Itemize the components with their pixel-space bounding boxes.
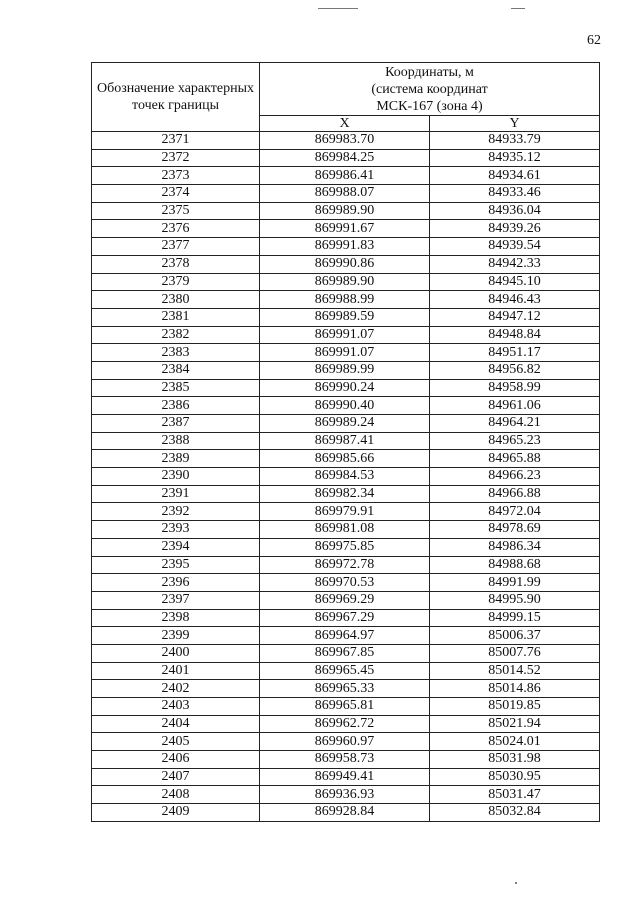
y-coordinate-cell: 84939.26: [430, 220, 600, 238]
table-row: [92, 167, 600, 185]
table-row: [92, 715, 600, 733]
table-row: [92, 680, 600, 698]
point-id-cell: 2375: [92, 202, 260, 220]
table-row: [92, 591, 600, 609]
x-coordinate-cell: 869983.70: [260, 132, 430, 150]
table-row: [92, 804, 600, 822]
y-coordinate-cell: 84951.17: [430, 344, 600, 362]
point-id-cell: 2380: [92, 291, 260, 309]
x-coordinate-cell: 869991.07: [260, 326, 430, 344]
coordinates-header-line: (система координат: [371, 81, 488, 97]
x-coordinate-cell: 869988.99: [260, 291, 430, 309]
table-row: [92, 308, 600, 326]
point-id-cell: 2393: [92, 521, 260, 539]
table-row: [92, 468, 600, 486]
y-coordinate-cell: 84986.34: [430, 538, 600, 556]
y-coordinate-cell: 84965.23: [430, 432, 600, 450]
x-coordinate-cell: 869965.33: [260, 680, 430, 698]
x-coordinate-cell: 869936.93: [260, 786, 430, 804]
point-id-cell: 2397: [92, 591, 260, 609]
point-id-cell: 2378: [92, 255, 260, 273]
point-id-cell: 2403: [92, 698, 260, 716]
x-coordinate-cell: 869986.41: [260, 167, 430, 185]
x-coordinate-cell: 869984.25: [260, 149, 430, 167]
point-id-cell: 2409: [92, 804, 260, 822]
table-header: [92, 63, 600, 132]
y-coordinate-cell: 84956.82: [430, 361, 600, 379]
x-coordinate-cell: 869989.59: [260, 308, 430, 326]
y-coordinate-cell: 84942.33: [430, 255, 600, 273]
y-coordinate-cell: 84947.12: [430, 308, 600, 326]
y-coordinate-cell: 84939.54: [430, 238, 600, 256]
y-coordinate-cell: 84995.90: [430, 591, 600, 609]
table-row: [92, 379, 600, 397]
table-row: [92, 291, 600, 309]
x-coordinate-cell: 869962.72: [260, 715, 430, 733]
y-coordinate-cell: 85032.84: [430, 804, 600, 822]
table-row: [92, 185, 600, 203]
point-id-cell: 2399: [92, 627, 260, 645]
y-coordinate-cell: 84988.68: [430, 556, 600, 574]
point-id-cell: 2387: [92, 415, 260, 433]
y-coordinate-cell: 85031.98: [430, 751, 600, 769]
point-id-cell: 2383: [92, 344, 260, 362]
y-coordinate-cell: 84935.12: [430, 149, 600, 167]
x-coordinate-cell: 869989.90: [260, 273, 430, 291]
table-body: [92, 132, 600, 822]
x-coordinate-cell: 869987.41: [260, 432, 430, 450]
table-row: [92, 326, 600, 344]
x-coordinate-cell: 869989.24: [260, 415, 430, 433]
x-coordinate-cell: 869928.84: [260, 804, 430, 822]
x-coordinate-cell: 869990.86: [260, 255, 430, 273]
point-label-header: Обозначение характерных точек границы: [92, 63, 260, 132]
table-row: [92, 344, 600, 362]
x-coordinate-cell: 869965.81: [260, 698, 430, 716]
table-row: [92, 450, 600, 468]
point-id-cell: 2401: [92, 662, 260, 680]
table-row: [92, 432, 600, 450]
y-coordinate-cell: 85019.85: [430, 698, 600, 716]
y-coordinate-cell: 84991.99: [430, 574, 600, 592]
table-row: [92, 574, 600, 592]
table-row: [92, 415, 600, 433]
scan-artifact-line: [511, 8, 525, 9]
y-coordinate-cell: 85014.86: [430, 680, 600, 698]
page-number: 62: [587, 33, 601, 48]
x-coordinate-cell: 869969.29: [260, 591, 430, 609]
x-coordinate-cell: 869958.73: [260, 751, 430, 769]
y-coordinate-cell: 84936.04: [430, 202, 600, 220]
y-coordinate-cell: 84965.88: [430, 450, 600, 468]
x-coordinate-cell: 869949.41: [260, 768, 430, 786]
point-id-cell: 2400: [92, 644, 260, 662]
y-coordinate-cell: 84961.06: [430, 397, 600, 415]
y-coordinate-cell: 84946.43: [430, 291, 600, 309]
y-coordinate-cell: 84933.46: [430, 185, 600, 203]
coordinates-header-line: МСК-167 (зона 4): [376, 98, 483, 114]
point-id-cell: 2396: [92, 574, 260, 592]
point-id-cell: 2404: [92, 715, 260, 733]
x-coordinate-cell: 869970.53: [260, 574, 430, 592]
table-row: [92, 220, 600, 238]
point-id-cell: 2395: [92, 556, 260, 574]
point-id-cell: 2373: [92, 167, 260, 185]
table-row: [92, 609, 600, 627]
y-coordinate-cell: 84964.21: [430, 415, 600, 433]
point-id-cell: 2390: [92, 468, 260, 486]
y-coordinate-cell: 84966.23: [430, 468, 600, 486]
point-id-cell: 2382: [92, 326, 260, 344]
x-coordinate-cell: 869984.53: [260, 468, 430, 486]
y-coordinate-cell: 85021.94: [430, 715, 600, 733]
x-coordinate-cell: 869982.34: [260, 485, 430, 503]
table-row: [92, 521, 600, 539]
point-id-cell: 2374: [92, 185, 260, 203]
point-id-cell: 2386: [92, 397, 260, 415]
table-row: [92, 255, 600, 273]
point-id-cell: 2402: [92, 680, 260, 698]
table-row: [92, 149, 600, 167]
x-coordinate-cell: 869989.90: [260, 202, 430, 220]
x-coordinate-cell: 869975.85: [260, 538, 430, 556]
table-row: [92, 361, 600, 379]
y-coordinate-cell: 85024.01: [430, 733, 600, 751]
point-id-cell: 2406: [92, 751, 260, 769]
point-id-cell: 2392: [92, 503, 260, 521]
table-row: [92, 485, 600, 503]
coordinates-header-line: Координаты, м: [385, 64, 474, 80]
point-id-cell: 2379: [92, 273, 260, 291]
point-id-cell: 2398: [92, 609, 260, 627]
y-coordinate-cell: 84978.69: [430, 521, 600, 539]
y-coordinate-cell: 84958.99: [430, 379, 600, 397]
scan-speck: [515, 882, 517, 884]
x-coordinate-cell: 869960.97: [260, 733, 430, 751]
point-id-cell: 2372: [92, 149, 260, 167]
x-coordinate-cell: 869972.78: [260, 556, 430, 574]
table-row: [92, 733, 600, 751]
y-coordinate-cell: 84999.15: [430, 609, 600, 627]
table-row: [92, 538, 600, 556]
y-coordinate-cell: 84948.84: [430, 326, 600, 344]
y-coordinate-cell: 85007.76: [430, 644, 600, 662]
scan-artifact-line: [318, 8, 358, 9]
point-id-cell: 2381: [92, 308, 260, 326]
point-id-cell: 2405: [92, 733, 260, 751]
table-row: [92, 202, 600, 220]
x-coordinate-cell: 869964.97: [260, 627, 430, 645]
y-column-header: Y: [430, 116, 600, 132]
table-row: [92, 751, 600, 769]
table-row: [92, 644, 600, 662]
point-id-cell: 2408: [92, 786, 260, 804]
y-coordinate-cell: 84966.88: [430, 485, 600, 503]
x-coordinate-cell: 869967.29: [260, 609, 430, 627]
table-row: [92, 273, 600, 291]
coordinates-header: [260, 63, 600, 116]
x-coordinate-cell: 869990.40: [260, 397, 430, 415]
point-id-cell: 2384: [92, 361, 260, 379]
table-row: [92, 662, 600, 680]
point-id-cell: 2407: [92, 768, 260, 786]
point-id-cell: 2394: [92, 538, 260, 556]
table-row: [92, 627, 600, 645]
x-coordinate-cell: 869991.83: [260, 238, 430, 256]
point-id-cell: 2371: [92, 132, 260, 150]
point-id-cell: 2388: [92, 432, 260, 450]
y-coordinate-cell: 84933.79: [430, 132, 600, 150]
y-coordinate-cell: 84934.61: [430, 167, 600, 185]
table-row: [92, 556, 600, 574]
point-id-cell: 2385: [92, 379, 260, 397]
x-coordinate-cell: 869981.08: [260, 521, 430, 539]
x-coordinate-cell: 869965.45: [260, 662, 430, 680]
x-coordinate-cell: 869985.66: [260, 450, 430, 468]
point-id-cell: 2391: [92, 485, 260, 503]
x-coordinate-cell: 869989.99: [260, 361, 430, 379]
coordinates-table: [91, 62, 600, 822]
table-row: [92, 768, 600, 786]
x-coordinate-cell: 869991.67: [260, 220, 430, 238]
table-row: [92, 238, 600, 256]
table-row: [92, 503, 600, 521]
x-coordinate-cell: 869990.24: [260, 379, 430, 397]
point-id-cell: 2377: [92, 238, 260, 256]
y-coordinate-cell: 84945.10: [430, 273, 600, 291]
y-coordinate-cell: 85030.95: [430, 768, 600, 786]
x-coordinate-cell: 869991.07: [260, 344, 430, 362]
table-row: [92, 698, 600, 716]
x-column-header: X: [260, 116, 430, 132]
x-coordinate-cell: 869988.07: [260, 185, 430, 203]
x-coordinate-cell: 869967.85: [260, 644, 430, 662]
point-id-cell: 2376: [92, 220, 260, 238]
y-coordinate-cell: 85006.37: [430, 627, 600, 645]
y-coordinate-cell: 85014.52: [430, 662, 600, 680]
y-coordinate-cell: 85031.47: [430, 786, 600, 804]
y-coordinate-cell: 84972.04: [430, 503, 600, 521]
table-row: [92, 397, 600, 415]
table-row: [92, 132, 600, 150]
x-coordinate-cell: 869979.91: [260, 503, 430, 521]
point-id-cell: 2389: [92, 450, 260, 468]
table-row: [92, 786, 600, 804]
